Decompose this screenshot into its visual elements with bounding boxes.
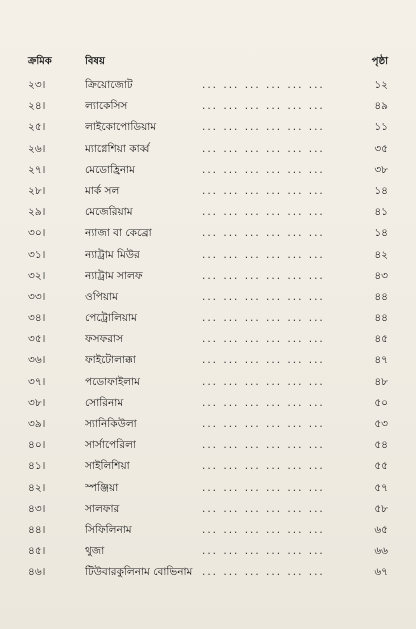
toc-entry <box>28 562 390 583</box>
leader-dots: ... ... ... ... ... ... <box>202 184 325 197</box>
entry-page: ৪৭ <box>374 354 388 367</box>
leader-dots: ... ... ... ... ... ... <box>202 545 325 558</box>
entry-page: ৫৮ <box>374 502 388 515</box>
leader-dots: ... ... ... ... ... ... <box>202 566 325 579</box>
toc-entry <box>28 117 390 138</box>
leader-dots: ... ... ... ... ... ... <box>202 79 325 91</box>
entry-subject: সিফিলিনাম <box>85 523 132 536</box>
entry-subject: সার্সাপেরিলা <box>85 439 136 452</box>
entry-page: ৪৯ <box>374 100 388 113</box>
toc-entry <box>28 541 390 562</box>
toc-entry <box>28 223 390 244</box>
toc-entry <box>28 181 390 202</box>
toc-entry <box>28 139 390 160</box>
entry-serial: ৩৭। <box>28 375 46 388</box>
entry-subject: সালফার <box>85 502 120 515</box>
entry-serial: ৪৩। <box>28 502 46 515</box>
entry-subject: ম্যাগ্নেশিয়া কার্ব্ব <box>85 142 150 155</box>
entry-serial: ২৩। <box>28 79 46 91</box>
entry-page: ৫৩ <box>374 418 388 430</box>
entry-page: ৪৪ <box>374 290 388 303</box>
leader-dots: ... ... ... ... ... ... <box>202 121 325 134</box>
toc-entry <box>28 372 390 393</box>
entry-page: ৬৭ <box>374 566 388 579</box>
leader-dots: ... ... ... ... ... ... <box>202 502 325 515</box>
leader-dots: ... ... ... ... ... ... <box>202 163 325 176</box>
entry-serial: ২৬। <box>28 142 46 155</box>
toc-entry <box>28 435 390 456</box>
toc-entry <box>28 266 390 287</box>
page-header: পৃষ্ঠা <box>371 56 388 67</box>
entry-page: ৫৫ <box>374 460 388 473</box>
entry-subject: মেডোহ্রিনাম <box>85 163 135 176</box>
toc-entry <box>28 160 390 181</box>
toc-entry <box>28 456 390 477</box>
toc-entry <box>28 499 390 520</box>
entry-page: ৬৬ <box>374 545 388 558</box>
entry-page: ১১ <box>374 121 388 134</box>
entry-serial: ৩৯। <box>28 418 46 430</box>
toc-entry <box>28 75 390 96</box>
entry-subject: ওপিয়াম <box>85 290 118 303</box>
entry-page: ৫০ <box>374 396 388 409</box>
entry-page: ১৪ <box>374 184 388 197</box>
entry-page: ৪৩ <box>374 269 388 282</box>
entry-subject: ফাইটোলাক্কা <box>85 354 136 367</box>
entry-subject: পেট্রোলিয়াম <box>85 312 137 325</box>
entry-serial: ২৭। <box>28 163 46 176</box>
entry-subject: মেজেরিয়াম <box>85 206 133 219</box>
entry-serial: ৩৮। <box>28 396 46 409</box>
entry-subject: স্পঞ্জিয়া <box>85 481 119 494</box>
leader-dots: ... ... ... ... ... ... <box>202 100 325 113</box>
entry-serial: ৪২। <box>28 481 46 494</box>
entry-page: ৪১ <box>374 206 388 219</box>
toc-header-row <box>28 51 390 73</box>
entry-serial: ৪১। <box>28 460 46 473</box>
entry-subject: লাইকোপোডিয়াম <box>85 121 157 134</box>
entry-page: ১২ <box>374 79 388 91</box>
entry-subject: সাইলিশিয়া <box>85 460 130 473</box>
leader-dots: ... ... ... ... ... ... <box>202 375 325 388</box>
leader-dots: ... ... ... ... ... ... <box>202 460 325 473</box>
toc-entry <box>28 393 390 414</box>
leader-dots: ... ... ... ... ... ... <box>202 396 325 409</box>
entry-subject: ন্যাট্রাম মিউর <box>85 248 140 261</box>
toc-entry <box>28 520 390 541</box>
entry-serial: ৩৪। <box>28 312 46 325</box>
entry-page: ৪২ <box>374 248 388 261</box>
entry-serial: ৪৪। <box>28 523 46 536</box>
entry-serial: ৩১। <box>28 248 46 261</box>
entry-page: ৪৪ <box>374 312 388 325</box>
leader-dots: ... ... ... ... ... ... <box>202 312 325 325</box>
entry-serial: ২৪। <box>28 100 46 113</box>
leader-dots: ... ... ... ... ... ... <box>202 227 325 240</box>
leader-dots: ... ... ... ... ... ... <box>202 418 325 430</box>
leader-dots: ... ... ... ... ... ... <box>202 248 325 261</box>
entry-serial: ৪০। <box>28 439 46 452</box>
toc-entry <box>28 329 390 350</box>
toc-entry <box>28 245 390 266</box>
entry-serial: ৩৩। <box>28 290 46 303</box>
leader-dots: ... ... ... ... ... ... <box>202 142 325 155</box>
entry-page: ৪৮ <box>374 375 388 388</box>
entry-subject: ফসফরাস <box>85 333 124 346</box>
leader-dots: ... ... ... ... ... ... <box>202 523 325 536</box>
leader-dots: ... ... ... ... ... ... <box>202 354 325 367</box>
entry-serial: ৪৫। <box>28 545 46 558</box>
toc-entry <box>28 308 390 329</box>
serial-header: ক্রমিক <box>28 56 52 67</box>
entry-serial: ৪৬। <box>28 566 46 579</box>
entry-subject: ন্যাট্রাম সালফ <box>85 269 143 282</box>
entry-serial: ৩২। <box>28 269 46 282</box>
entry-serial: ৩০। <box>28 227 46 240</box>
toc-entry <box>28 287 390 308</box>
entry-serial: ৩৫। <box>28 333 46 346</box>
subject-header: বিষয় <box>85 56 105 67</box>
entry-page: ৫৭ <box>374 481 388 494</box>
entry-subject: পডোফাইলাম <box>85 375 140 388</box>
leader-dots: ... ... ... ... ... ... <box>202 269 325 282</box>
leader-dots: ... ... ... ... ... ... <box>202 206 325 219</box>
entry-serial: ২৫। <box>28 121 46 134</box>
entry-page: ৪৫ <box>374 333 388 346</box>
entry-page: ৬৫ <box>374 523 388 536</box>
entry-serial: ২৮। <box>28 184 46 197</box>
entry-subject: ন্যাজা বা কেব্রো <box>85 227 152 240</box>
leader-dots: ... ... ... ... ... ... <box>202 290 325 303</box>
toc-entry <box>28 96 390 117</box>
toc-entry <box>28 478 390 499</box>
entry-page: ৩৮ <box>374 163 388 176</box>
entry-subject: ল্যাকেসিস <box>85 100 128 113</box>
entry-page: ৩৫ <box>374 142 388 155</box>
leader-dots: ... ... ... ... ... ... <box>202 439 325 452</box>
entry-subject: সোরিনাম <box>85 396 124 409</box>
toc-entry <box>28 414 390 435</box>
table-of-contents <box>28 51 390 584</box>
entry-subject: থুজা <box>85 545 105 558</box>
entry-subject: টিউবারকুলিনাম বোভিনাম <box>85 566 193 579</box>
leader-dots: ... ... ... ... ... ... <box>202 481 325 494</box>
entry-page: ৫৪ <box>374 439 388 452</box>
toc-entry <box>28 350 390 371</box>
entry-subject: স্যানিকিউলা <box>85 418 137 430</box>
entry-subject: ক্রিয়োজোট <box>85 79 133 91</box>
entry-serial: ২৯। <box>28 206 46 219</box>
entry-page: ১৪ <box>374 227 388 240</box>
entry-subject: মার্ক সল <box>85 184 120 197</box>
leader-dots: ... ... ... ... ... ... <box>202 333 325 346</box>
entry-serial: ৩৬। <box>28 354 46 367</box>
toc-entry <box>28 202 390 223</box>
